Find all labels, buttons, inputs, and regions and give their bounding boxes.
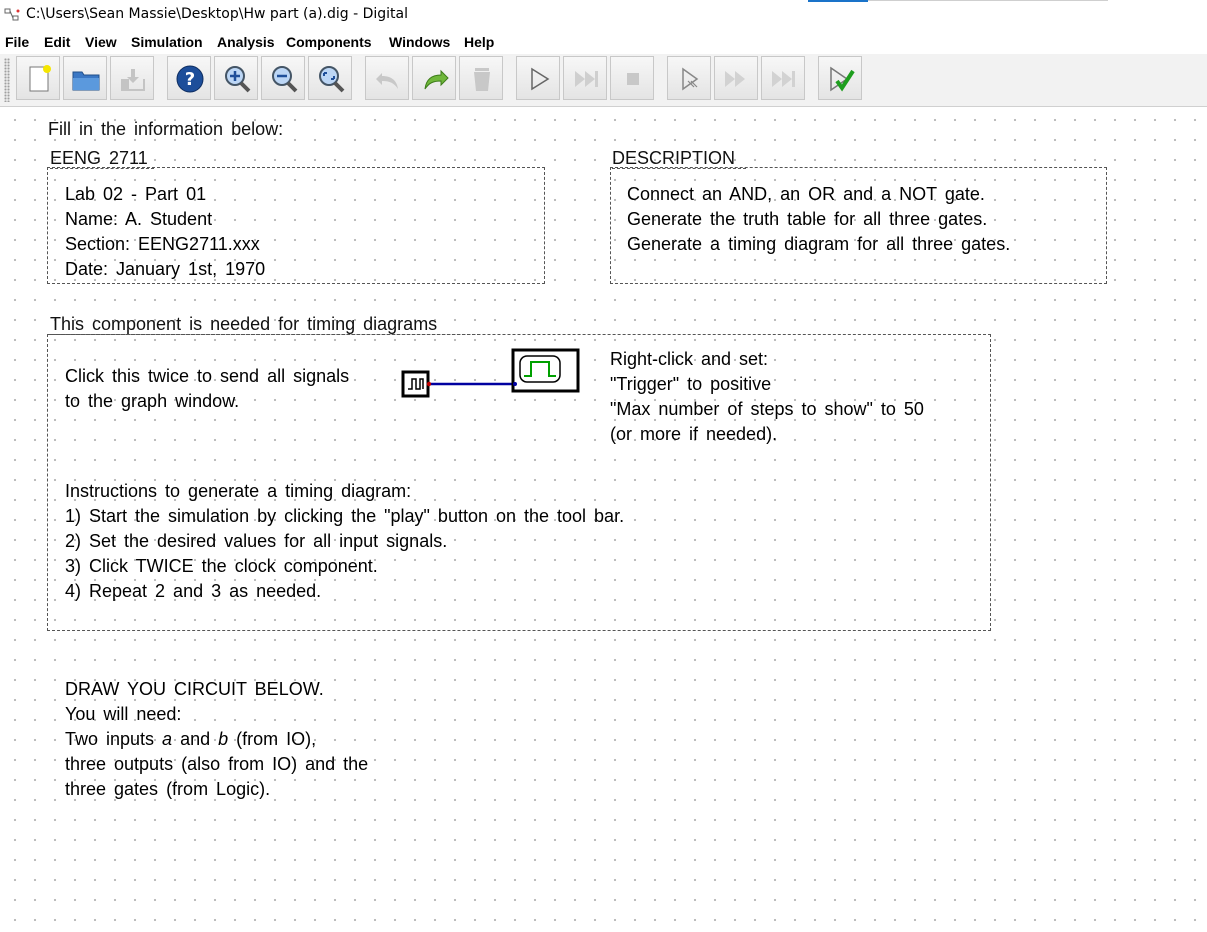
rightclick-line: (or more if needed). [610,424,778,444]
circuit-app-icon [4,8,20,22]
save-button[interactable] [110,56,154,100]
stop-icon [617,63,649,95]
redo-button[interactable] [412,56,456,100]
help-button[interactable] [167,56,211,100]
inputs-pre: Two inputs [65,729,163,749]
accent-strip [808,0,868,2]
menu-components[interactable]: Components [286,34,372,50]
menu-edit[interactable]: Edit [44,34,71,50]
redo-icon [419,63,451,95]
menu-simulation[interactable]: Simulation [131,34,203,50]
instruction-line: 1) Start the simulation by clicking the "play" button on the tool bar. [65,506,625,526]
course-info-box[interactable] [47,167,545,284]
instruction-line: 3) Click TWICE the clock component. [65,556,378,576]
zoom-fit-button[interactable] [308,56,352,100]
fast-forward-icon [570,63,602,95]
clock-output-pin [427,382,431,386]
step-single-icon [674,63,706,95]
step-micro-button[interactable] [714,56,758,100]
instruction-line: 2) Set the desired values for all input signals. [65,531,448,551]
course-label: EENG 2711 [50,148,154,169]
delete-button[interactable] [459,56,503,100]
test-check-icon [825,63,857,95]
inputs-post: (from IO), [228,729,317,749]
input-b-name: b [218,729,229,749]
instruction-line: 4) Repeat 2 and 3 as needed. [65,581,322,601]
step-micro-icon [721,63,753,95]
zoom-out-icon [268,63,300,95]
timing-box[interactable] [47,334,991,631]
description-line: Connect an AND, an OR and a NOT gate. [627,184,985,204]
toolbar [0,54,1207,107]
step-single-button[interactable] [667,56,711,100]
click-instruction-line: Click this twice to send all signals [65,366,350,386]
clock-scope-circuit [400,347,582,399]
click-instruction-line: to the graph window. [65,391,240,411]
zoom-out-button[interactable] [261,56,305,100]
fill-heading: Fill in the information below: [48,119,284,139]
play-icon [523,63,555,95]
instruction-line: Instructions to generate a timing diagram: [65,481,412,501]
save-icon [117,63,149,95]
step-run-button[interactable] [761,56,805,100]
title-bar [0,0,1207,30]
fast-forward-button[interactable] [563,56,607,100]
test-button[interactable] [818,56,862,100]
menu-bar [0,30,1207,54]
play-button[interactable] [516,56,560,100]
help-icon [174,63,206,95]
undo-icon [372,63,404,95]
menu-view[interactable]: View [85,34,117,50]
zoom-in-icon [221,63,253,95]
toolbar-grip[interactable] [4,58,10,102]
description-label: DESCRIPTION [612,148,746,169]
draw-section [65,677,368,802]
zoom-in-button[interactable] [214,56,258,100]
new-icon [23,63,55,95]
description-box[interactable] [610,167,1107,284]
draw-line: You will need: [65,704,182,724]
delete-icon [466,63,498,95]
clock-component[interactable] [403,372,428,396]
new-button[interactable] [16,56,60,100]
inputs-line [65,727,368,752]
description-line: Generate a timing diagram for all three gates. [627,234,1011,254]
description-line: Generate the truth table for all three gates. [627,209,988,229]
rightclick-line: Right-click and set: [610,349,769,369]
window-title: C:\Users\Sean Massie\Desktop\Hw part (a).dig - Digital [26,6,409,22]
timing-label: This component is needed for timing diagrams [50,314,480,335]
zoom-fit-icon [315,63,347,95]
undo-button[interactable] [365,56,409,100]
course-line: Lab 02 - Part 01 [65,184,207,204]
step-run-icon [768,63,800,95]
course-line: Date: January 1st, 1970 [65,259,266,279]
menu-analysis[interactable]: Analysis [217,34,275,50]
open-button[interactable] [63,56,107,100]
menu-file[interactable]: File [5,34,30,50]
course-line: Section: EENG2711.xxx [65,234,260,254]
open-folder-icon [70,63,102,95]
data-graph-component[interactable] [513,350,578,391]
course-line: Name: A. Student [65,209,213,229]
stop-button[interactable] [610,56,654,100]
menu-windows[interactable]: Windows [389,34,451,50]
svg-text:?: ? [184,69,196,90]
draw-line: DRAW YOU CIRCUIT BELOW. [65,679,324,699]
circuit-canvas[interactable] [0,107,1207,932]
inputs-mid: and [172,729,219,749]
rightclick-line: "Max number of steps to show" to 50 [610,399,924,419]
menu-help[interactable]: Help [464,34,495,50]
title-divider [868,0,1108,1]
draw-line: three gates (from Logic). [65,779,271,799]
input-a-name: a [162,729,173,749]
draw-line: three outputs (also from IO) and the [65,754,369,774]
graph-input-pin [513,382,517,386]
rightclick-line: "Trigger" to positive [610,374,772,394]
